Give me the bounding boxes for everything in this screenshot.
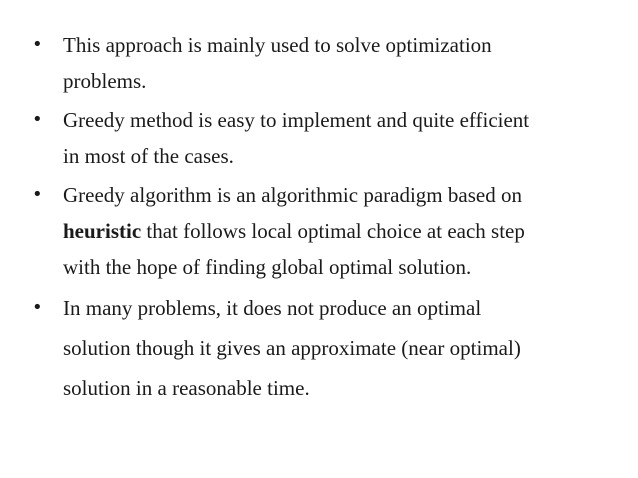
bullet-item	[32, 27, 622, 99]
bullet-line: solution in a reasonable time.	[63, 376, 310, 400]
bullet-line: problems.	[63, 69, 147, 93]
bullet-line: Greedy algorithm is an algorithmic paradigm based on	[63, 183, 522, 207]
bullet-line: solution though it gives an approximate (near optimal)	[63, 336, 521, 360]
bullet-dot-icon: •	[32, 184, 43, 205]
bullet-line: with the hope of finding global optimal solution.	[63, 255, 472, 279]
bullet-line: This approach is mainly used to solve optimization	[63, 33, 492, 57]
bold-term: heuristic	[63, 219, 142, 243]
bullet-line-with-emphasis	[63, 213, 622, 249]
bullet-line: in most of the cases.	[63, 144, 234, 168]
bullet-line: Greedy method is easy to implement and quite efficient	[63, 108, 530, 132]
bullet-dot-icon: •	[32, 109, 43, 130]
bullet-line: In many problems, it does not produce an optimal	[63, 296, 482, 320]
bullet-list	[32, 27, 622, 408]
bullet-dot-icon: •	[32, 297, 43, 318]
bullet-item	[32, 288, 622, 408]
bullet-line-rest: that follows local optimal choice at each step	[146, 219, 525, 243]
bullet-item	[32, 102, 622, 174]
bullet-item	[32, 177, 622, 285]
bullet-dot-icon: •	[32, 34, 43, 55]
